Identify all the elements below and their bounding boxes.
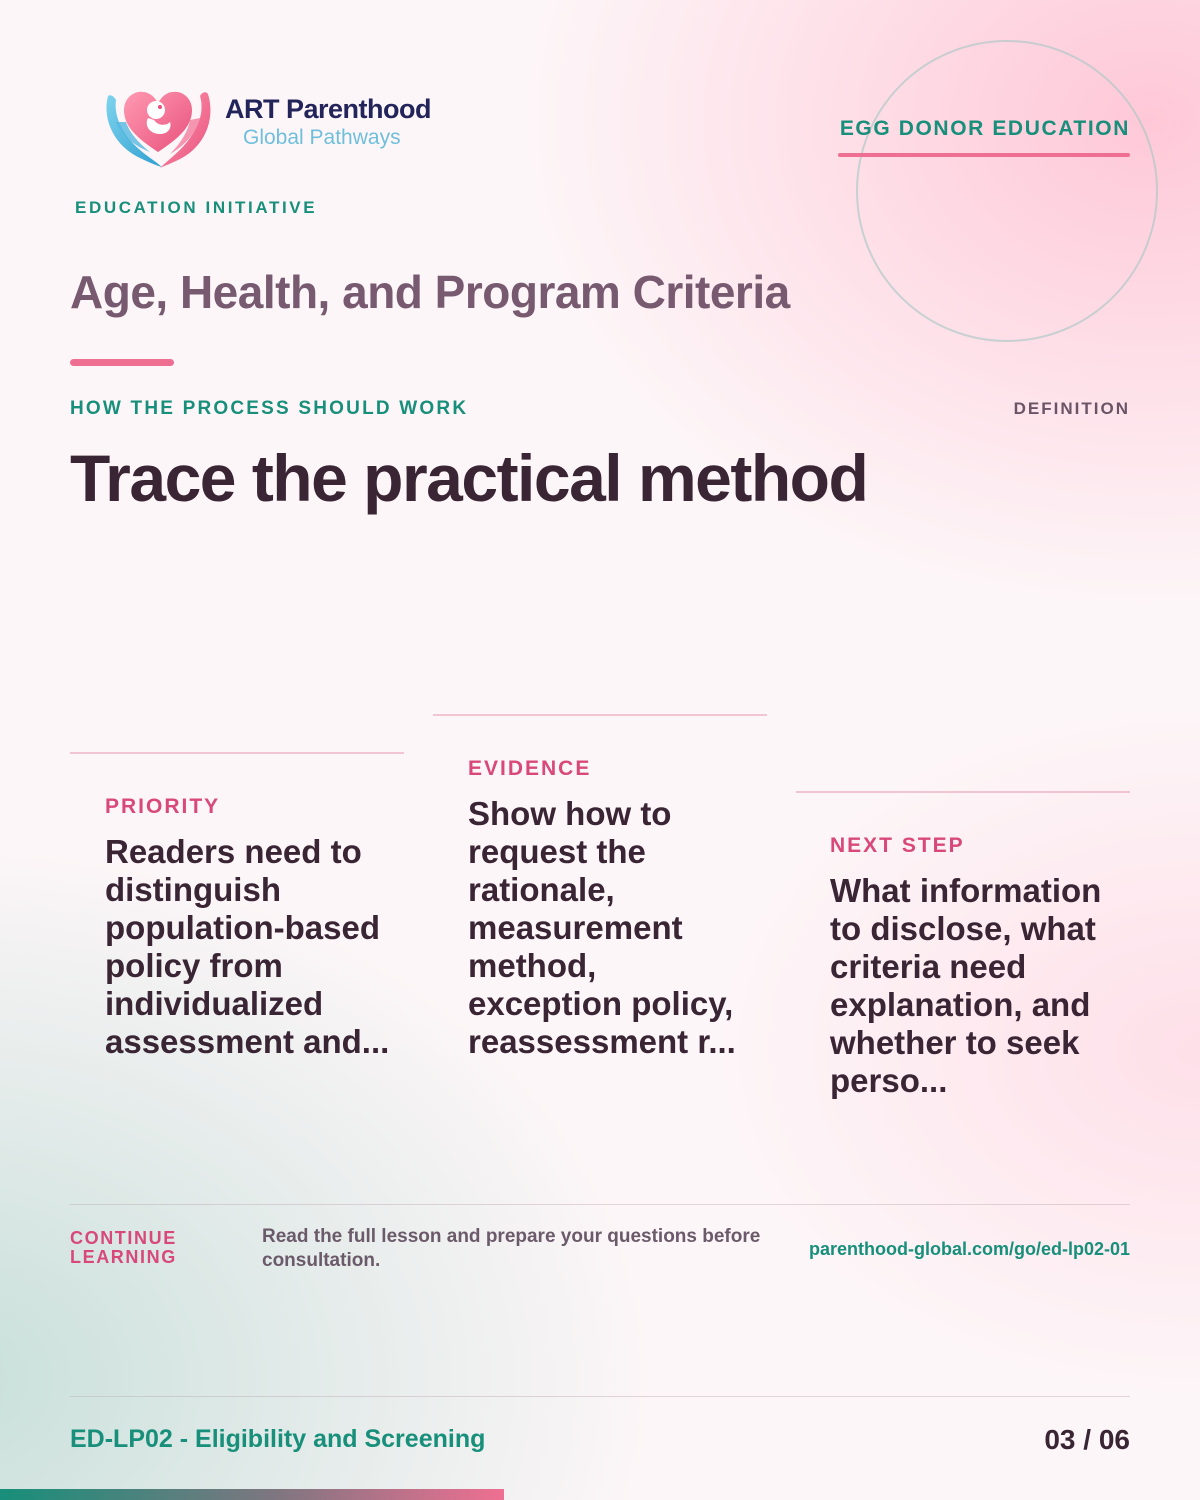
card-next-step-label: NEXT STEP — [830, 834, 965, 857]
card-evidence-text: Show how to request the rationale, measurement method, exception policy, reassessment r... — [468, 795, 736, 1060]
brand-subtitle: Global Pathways — [243, 126, 401, 149]
progress-fill — [0, 1489, 504, 1500]
section-kicker: HOW THE PROCESS SHOULD WORK — [70, 398, 469, 419]
section-type-label: DEFINITION — [1013, 399, 1130, 418]
decorative-circle — [856, 40, 1158, 342]
series-tag: EGG DONOR EDUCATION — [839, 117, 1130, 140]
initiative-label: EDUCATION INITIATIVE — [75, 198, 318, 217]
card-priority-label: PRIORITY — [105, 795, 221, 818]
continue-learning-text: Read the full lesson and prepare your questions before consultation. — [262, 1226, 761, 1271]
series-tag-underline — [838, 153, 1130, 157]
page-indicator: 03 / 06 — [1044, 1424, 1130, 1455]
card-evidence-rule — [433, 714, 767, 716]
brand-name: ART Parenthood — [225, 94, 431, 124]
continue-learning-label: CONTINUE LEARNING — [70, 1228, 177, 1267]
card-next-step-text: What information to disclose, what criteria need explanation, and whether to seek perso... — [830, 872, 1102, 1099]
lesson-title: Age, Health, and Program Criteria — [70, 266, 790, 318]
card-priority-text: Readers need to distinguish population-based policy from individualized assessment and... — [105, 833, 390, 1060]
card-evidence-label: EVIDENCE — [468, 757, 592, 780]
brand-logo-icon — [100, 74, 216, 174]
lesson-link[interactable]: parenthood-global.com/go/ed-lp02-01 — [808, 1239, 1130, 1259]
footer-divider — [70, 1396, 1130, 1397]
card-next-step-rule — [796, 791, 1130, 793]
card-priority-rule — [70, 752, 404, 754]
section-headline: Trace the practical method — [70, 441, 868, 515]
title-accent-bar — [70, 359, 174, 366]
continue-divider — [70, 1204, 1130, 1205]
course-code: ED-LP02 - Eligibility and Screening — [70, 1425, 486, 1453]
